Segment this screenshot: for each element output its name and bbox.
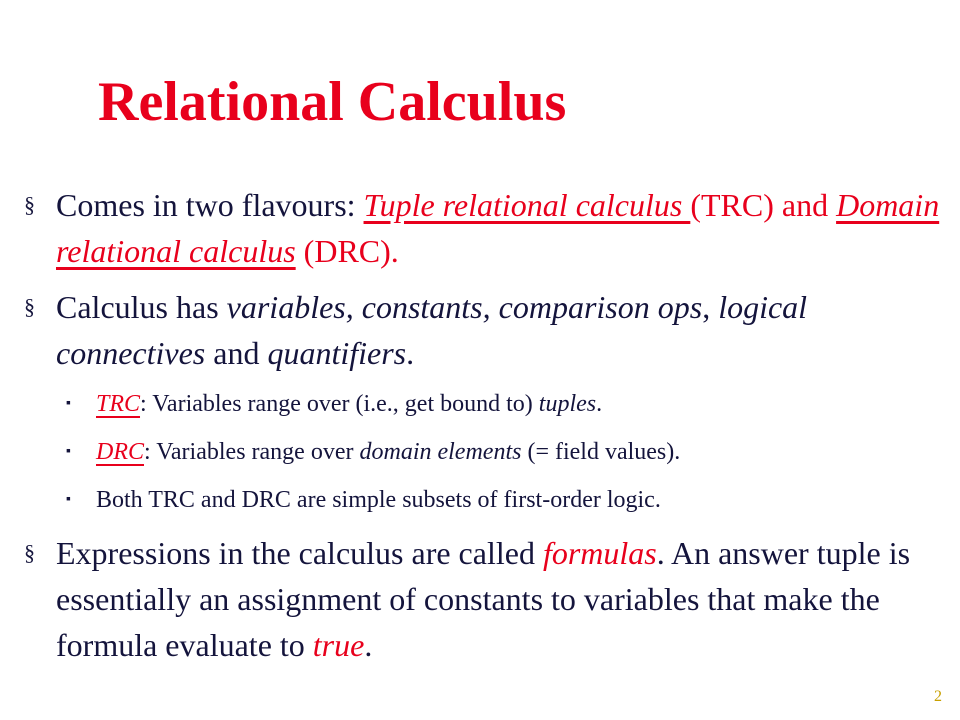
bullet-icon: § — [24, 540, 35, 565]
bullet-text: (TRC) and — [690, 187, 837, 223]
term-trc: TRC — [96, 391, 141, 417]
bullet-text: . An answer tuple is essentially an assignment of constants to variables that make the formula evaluate to — [56, 535, 911, 663]
term-logical-connectives: logical connectives — [56, 289, 808, 371]
bullet-text: , — [702, 289, 719, 325]
bullet-flavours — [22, 182, 942, 274]
term-drc: DRC — [96, 439, 144, 465]
term-tuple-relational-calculus: Tuple relational calculus — [363, 187, 691, 223]
bullet-text: Comes in two flavours: — [56, 187, 364, 223]
bullet-text: . — [406, 335, 415, 371]
term-true: true — [312, 627, 365, 663]
subbullet-first-order-logic — [22, 482, 942, 518]
sub-bullet-icon: ▪ — [66, 396, 71, 411]
sub-bullet-icon: ▪ — [66, 492, 71, 507]
bullet-text: Calculus has — [56, 289, 227, 325]
bullet-calculus — [22, 284, 942, 376]
term-domain-relational-calculus: Domain relational calculus — [56, 187, 940, 269]
term-tuples: tuples — [538, 391, 597, 417]
subbullet-text: : Variables range over (i.e., get bound to) — [140, 391, 539, 417]
subbullet-trc — [22, 386, 942, 422]
subbullet-text: (= field values). — [521, 439, 681, 465]
term-variables-constants-ops: variables, constants, comparison ops — [226, 289, 703, 325]
bullet-text: . — [364, 627, 373, 663]
sub-bullet-icon: ▪ — [66, 444, 71, 459]
slide-title: Relational Calculus — [98, 71, 567, 133]
bullet-icon: § — [24, 192, 35, 217]
page-number: 2 — [934, 688, 942, 705]
subbullet-text: Both TRC and DRC are simple subsets of first-order logic. — [96, 487, 661, 513]
subbullet-text: . — [596, 391, 603, 417]
bullet-list — [22, 182, 942, 678]
bullet-text: and — [205, 335, 268, 371]
subbullet-drc — [22, 434, 942, 470]
bullet-formulas — [22, 530, 942, 668]
bullet-text: Expressions in the calculus are called — [56, 535, 543, 571]
term-formulas: formulas — [542, 535, 657, 571]
bullet-icon: § — [24, 294, 35, 319]
subbullet-text: : Variables range over — [144, 439, 360, 465]
term-quantifiers: quantifiers — [267, 335, 407, 371]
term-domain-elements: domain elements — [359, 439, 522, 465]
bullet-text: (DRC). — [295, 233, 399, 269]
